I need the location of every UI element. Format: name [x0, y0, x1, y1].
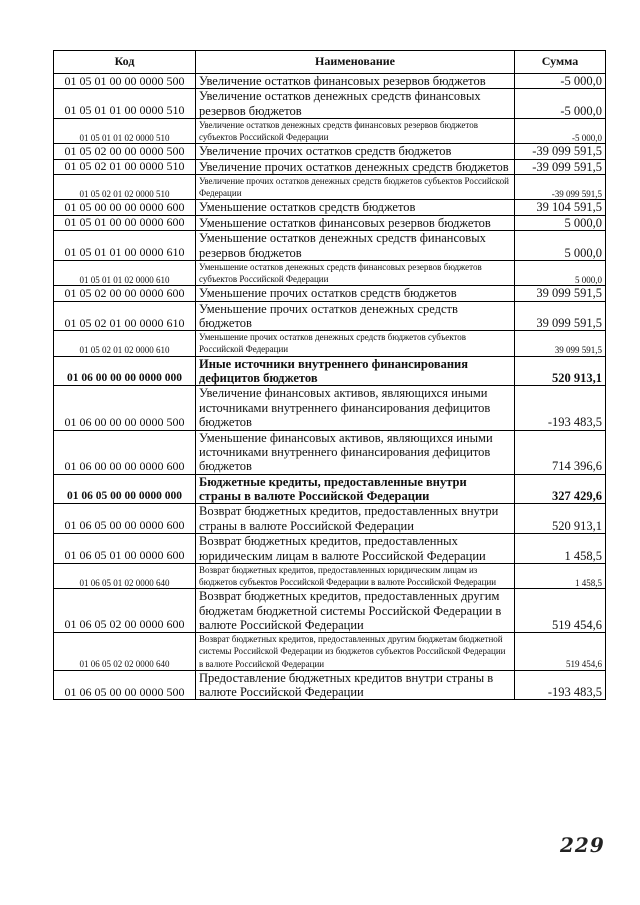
- cell-code: 01 06 05 01 00 0000 600: [54, 534, 196, 564]
- table-row: [54, 215, 606, 230]
- cell-sum: 5 000,0: [515, 260, 606, 285]
- cell-name: Возврат бюджетных кредитов, предоставленных внутри страны в валюте Российской Федерации: [196, 504, 515, 534]
- table-row: [54, 331, 606, 356]
- cell-code: 01 06 00 00 00 0000 600: [54, 430, 196, 474]
- cell-code: 01 06 00 00 00 0000 500: [54, 386, 196, 430]
- cell-sum: 520 913,1: [515, 504, 606, 534]
- column-header-name: Наименование: [196, 51, 515, 74]
- table-row: [54, 200, 606, 215]
- table-row: [54, 286, 606, 301]
- table-row: [54, 89, 606, 119]
- cell-sum: 39 099 591,5: [515, 301, 606, 331]
- column-header-sum: Сумма: [515, 51, 606, 74]
- cell-name: Уменьшение прочих остатков средств бюджетов: [196, 286, 515, 301]
- table-row: [54, 144, 606, 159]
- cell-sum: 520 913,1: [515, 356, 606, 386]
- budget-sources-table: [53, 50, 606, 700]
- cell-code: 01 06 05 02 02 0000 640: [54, 633, 196, 670]
- cell-code: 01 05 02 00 00 0000 500: [54, 144, 196, 159]
- cell-name: Увеличение прочих остатков денежных средств бюджетов субъектов Российской Федерации: [196, 175, 515, 200]
- table-row: [54, 301, 606, 331]
- cell-code: 01 06 00 00 00 0000 000: [54, 356, 196, 386]
- cell-sum: -39 099 591,5: [515, 144, 606, 159]
- handwritten-page-number: 229: [560, 833, 605, 857]
- cell-sum: -193 483,5: [515, 670, 606, 700]
- cell-code: 01 05 02 00 00 0000 600: [54, 286, 196, 301]
- cell-name: Увеличение финансовых активов, являющихся иными источниками внутреннего финансирования дефицитов бюджетов: [196, 386, 515, 430]
- cell-code: 01 05 01 01 02 0000 510: [54, 119, 196, 144]
- cell-sum: 5 000,0: [515, 215, 606, 230]
- cell-name: Увеличение остатков денежных средств финансовых резервов бюджетов субъектов Российской Федерации: [196, 119, 515, 144]
- cell-code: 01 05 02 01 02 0000 610: [54, 331, 196, 356]
- cell-sum: -39 099 591,5: [515, 175, 606, 200]
- cell-name: Уменьшение финансовых активов, являющихся иными источниками внутреннего финансирования дефицитов бюджетов: [196, 430, 515, 474]
- table-row: [54, 474, 606, 504]
- cell-code: 01 05 01 00 00 0000 500: [54, 74, 196, 89]
- cell-code: 01 05 01 00 00 0000 600: [54, 215, 196, 230]
- cell-name: Уменьшение остатков финансовых резервов бюджетов: [196, 215, 515, 230]
- cell-name: Возврат бюджетных кредитов, предоставленных другим бюджетам бюджетной системы Российской Федерации в валюте Российской Федерации: [196, 589, 515, 633]
- cell-sum: 39 104 591,5: [515, 200, 606, 215]
- table-row: [54, 534, 606, 564]
- cell-sum: 519 454,6: [515, 589, 606, 633]
- cell-name: Уменьшение прочих остатков денежных средств бюджетов субъектов Российской Федерации: [196, 331, 515, 356]
- cell-name: Увеличение прочих остатков денежных средств бюджетов: [196, 159, 515, 174]
- cell-code: 01 06 05 00 00 0000 500: [54, 670, 196, 700]
- cell-sum: -5 000,0: [515, 119, 606, 144]
- cell-code: 01 05 02 01 00 0000 610: [54, 301, 196, 331]
- table-row: [54, 260, 606, 285]
- cell-sum: 39 099 591,5: [515, 286, 606, 301]
- table-row: [54, 670, 606, 700]
- table-row: [54, 356, 606, 386]
- table-header-row: [54, 51, 606, 74]
- cell-code: 01 05 01 01 00 0000 510: [54, 89, 196, 119]
- cell-code: 01 05 00 00 00 0000 600: [54, 200, 196, 215]
- cell-sum: 327 429,6: [515, 474, 606, 504]
- cell-code: 01 06 05 00 00 0000 600: [54, 504, 196, 534]
- cell-sum: 519 454,6: [515, 633, 606, 670]
- table-row: [54, 386, 606, 430]
- cell-name: Возврат бюджетных кредитов, предоставленных юридическим лицам из бюджетов субъектов Российской Федерации в валюте Российской Федерации: [196, 563, 515, 588]
- table-row: [54, 175, 606, 200]
- cell-name: Уменьшение остатков средств бюджетов: [196, 200, 515, 215]
- table-row: [54, 231, 606, 261]
- cell-code: 01 05 02 01 02 0000 510: [54, 175, 196, 200]
- table-row: [54, 589, 606, 633]
- cell-name: Предоставление бюджетных кредитов внутри страны в валюте Российской Федерации: [196, 670, 515, 700]
- table-body: [54, 74, 606, 700]
- cell-name: Возврат бюджетных кредитов, предоставленных другим бюджетам бюджетной системы Российской Федерации из бюджетов субъектов Российской Федерации в валюте Российской Федерации: [196, 633, 515, 670]
- cell-code: 01 05 01 01 00 0000 610: [54, 231, 196, 261]
- cell-name: Возврат бюджетных кредитов, предоставленных юридическим лицам в валюте Российской Федерации: [196, 534, 515, 564]
- cell-code: 01 05 01 01 02 0000 610: [54, 260, 196, 285]
- cell-code: 01 06 05 02 00 0000 600: [54, 589, 196, 633]
- cell-name: Увеличение остатков финансовых резервов бюджетов: [196, 74, 515, 89]
- cell-name: Иные источники внутреннего финансирования дефицитов бюджетов: [196, 356, 515, 386]
- table-row: [54, 504, 606, 534]
- cell-sum: 39 099 591,5: [515, 331, 606, 356]
- table-row: [54, 74, 606, 89]
- column-header-code: Код: [54, 51, 196, 74]
- cell-sum: 714 396,6: [515, 430, 606, 474]
- cell-sum: 1 458,5: [515, 534, 606, 564]
- cell-name: Уменьшение остатков денежных средств финансовых резервов бюджетов субъектов Российской Федерации: [196, 260, 515, 285]
- cell-code: 01 06 05 00 00 0000 000: [54, 474, 196, 504]
- cell-sum: 1 458,5: [515, 563, 606, 588]
- cell-name: Увеличение прочих остатков средств бюджетов: [196, 144, 515, 159]
- table-row: [54, 563, 606, 588]
- table-row: [54, 159, 606, 174]
- table-row: [54, 119, 606, 144]
- cell-sum: 5 000,0: [515, 231, 606, 261]
- cell-sum: -5 000,0: [515, 74, 606, 89]
- cell-name: Бюджетные кредиты, предоставленные внутри страны в валюте Российской Федерации: [196, 474, 515, 504]
- table-row: [54, 633, 606, 670]
- cell-sum: -39 099 591,5: [515, 159, 606, 174]
- cell-code: 01 06 05 01 02 0000 640: [54, 563, 196, 588]
- cell-code: 01 05 02 01 00 0000 510: [54, 159, 196, 174]
- cell-name: Уменьшение остатков денежных средств финансовых резервов бюджетов: [196, 231, 515, 261]
- cell-name: Уменьшение прочих остатков денежных средств бюджетов: [196, 301, 515, 331]
- cell-sum: -193 483,5: [515, 386, 606, 430]
- cell-sum: -5 000,0: [515, 89, 606, 119]
- table-row: [54, 430, 606, 474]
- cell-name: Увеличение остатков денежных средств финансовых резервов бюджетов: [196, 89, 515, 119]
